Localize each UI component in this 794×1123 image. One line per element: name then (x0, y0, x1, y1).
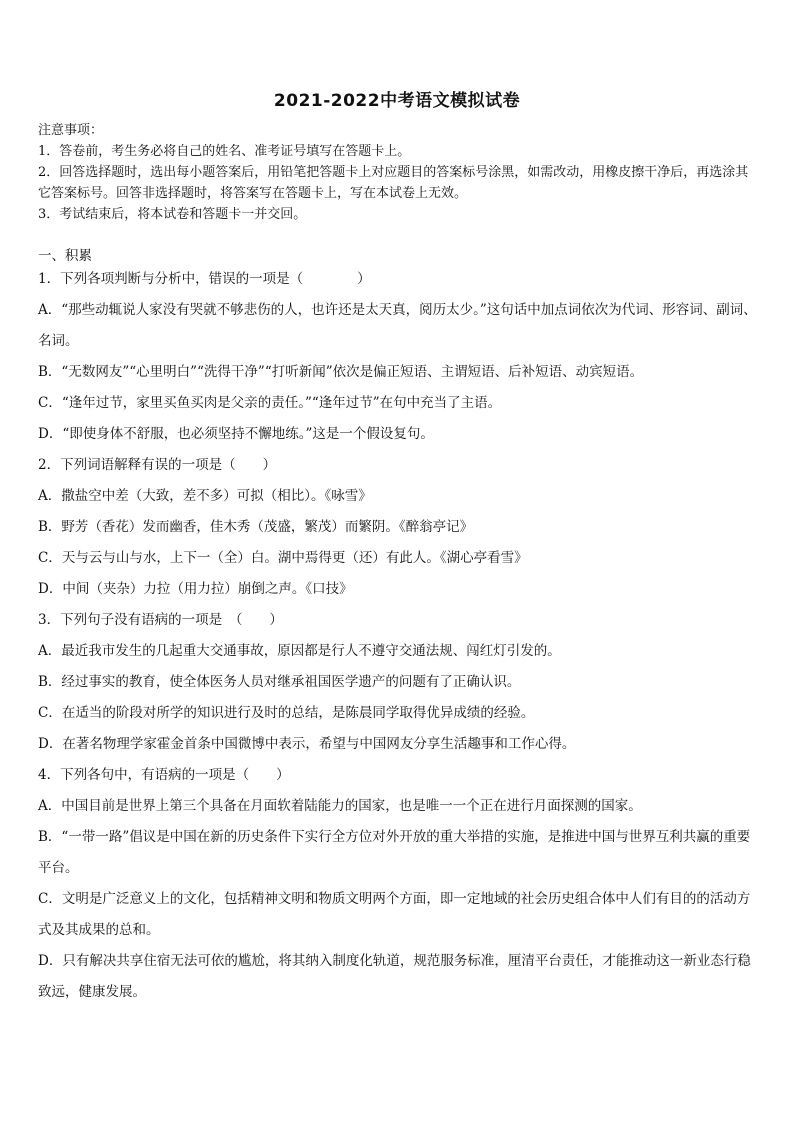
question-option: C．天与云与山与水，上下一（全）白。湖中焉得更（还）有此人。《湖心亭看雪》 (38, 550, 528, 566)
question-option: C．在适当的阶段对所学的知识进行及时的总结，是陈晨同学取得优异成绩的经验。 (38, 705, 535, 721)
question-option: B．“一带一路”倡议是中国在新的历史条件下实行全方位对外开放的重大举措的实施，是推进中国与世界互利共赢的重要平台。 (38, 829, 751, 876)
question-stem: 4．下列各句中，有语病的一项是（ ） (38, 767, 290, 783)
question-option: B．经过事实的教育，使全体医务人员对继承祖国医学遗产的问题有了正确认识。 (38, 674, 521, 690)
notice-item: 3．考试结束后，将本试卷和答题卡一并交回。 (38, 207, 307, 222)
question-option: A．中国目前是世界上第三个具备在月面软着陆能力的国家，也是唯一一个正在进行月面探测的国家。 (38, 798, 642, 814)
question-option: D．中间（夹杂）力拉（用力拉）崩倒之声。《口技》 (38, 581, 353, 597)
notice-block (38, 120, 760, 225)
question-option: A．最近我市发生的几起重大交通事故，原因都是行人不遵守交通法规、闯红灯引发的。 (38, 643, 561, 659)
question-option: B．“无数网友”“心里明白”“洗得干净”“打听新闻”依次是偏正短语、主谓短语、后补短语、动宾短语。 (38, 364, 644, 380)
notice-item: 1．答卷前，考生务必将自己的姓名、准考证号填写在答题卡上。 (38, 144, 411, 159)
question-option: C．“逢年过节，家里买鱼买肉是父亲的责任。”“逢年过节”在句中充当了主语。 (38, 395, 502, 411)
question-option: D．“即使身体不舒服，也必须坚持不懈地练。”这是一个假设复句。 (38, 426, 434, 442)
notice-heading: 注意事项： (38, 123, 104, 138)
questions (38, 268, 760, 1012)
question-stem: 2．下列词语解释有误的一项是（ ） (38, 457, 277, 473)
question-stem: 3．下列句子没有语病的一项是 （ ） (38, 612, 283, 628)
question-option: A．“那些动辄说人家没有哭就不够悲伤的人，也许还是太天真，阅历太少。”这句话中加点词依次为代词、形容词、副词、名词。 (38, 302, 757, 349)
section-heading: 一、积累 (38, 248, 92, 264)
notice-item: 2．回答选择题时，选出每小题答案后，用铅笔把答题卡上对应题目的答案标号涂黑，如需改动，用橡皮擦干净后，再选涂其它答案标号。回答非选择题时，将答案写在答题卡上，写在本试卷上无效。 (38, 165, 749, 201)
question-option: D．在著名物理学家霍金首条中国微博中表示，希望与中国网友分享生活趣事和工作心得。 (38, 736, 576, 752)
page-title: 2021-2022中考语文模拟试卷 (273, 91, 521, 111)
question-option: C．文明是广泛意义上的文化，包括精神文明和物质文明两个方面，即一定地域的社会历史组合体中人们有目的的活动方式及其成果的总和。 (38, 891, 751, 938)
question-option: B．野芳（香花）发而幽香，佳木秀（茂盛，繁茂）而繁阴。《醉翁亭记》 (38, 519, 474, 535)
question-option: D．只有解决共享住宿无法可依的尴尬，将其纳入制度化轨道，规范服务标准，厘清平台责任，才能推动这一新业态行稳致远，健康发展。 (38, 953, 751, 1000)
question-stem: 1．下列各项判断与分析中，错误的一项是（ ） (38, 271, 371, 287)
question-option: A．撒盐空中差（大致，差不多）可拟（相比）。《咏雪》 (38, 488, 372, 504)
